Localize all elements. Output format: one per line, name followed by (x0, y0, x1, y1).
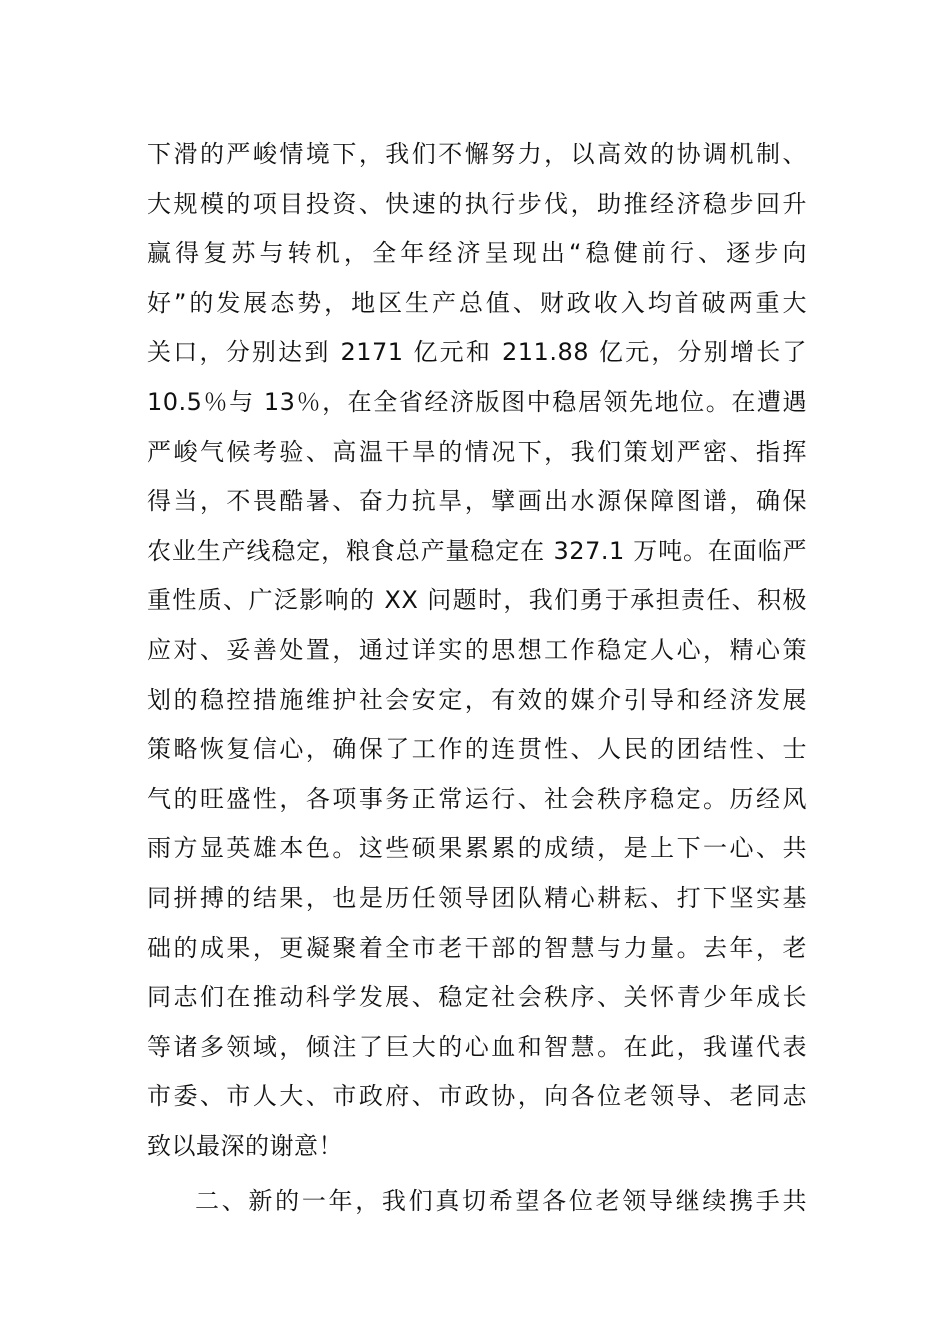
text-line: 二、新的一年，我们真切希望各位老领导继续携手共 (195, 1187, 807, 1216)
text-line: 应对、妥善处置，通过详实的思想工作稳定人心，精心策 (147, 635, 807, 664)
text-line: 赢得复苏与转机，全年经济呈现出“稳健前行、逐步向 (147, 239, 807, 268)
text-line: 市委、市人大、市政府、市政协，向各位老领导、老同志 (147, 1082, 807, 1111)
text-line: 同志们在推动科学发展、稳定社会秩序、关怀青少年成长 (147, 983, 807, 1012)
text-line: 致以最深的谢意！ (147, 1131, 343, 1160)
paragraph-2 (147, 1177, 807, 1227)
text-line: 好”的发展态势，地区生产总值、财政收入均首破两重大 (147, 288, 807, 317)
text-line: 策略恢复信心，确保了工作的连贯性、人民的团结性、士 (147, 735, 807, 764)
text-line: 础的成果，更凝聚着全市老干部的智慧与力量。去年，老 (147, 933, 807, 962)
paragraph-1 (147, 130, 807, 1171)
text-line: 严峻气候考验、高温干旱的情况下，我们策划严密、指挥 (147, 437, 807, 466)
text-line: 气的旺盛性，各项事务正常运行、社会秩序稳定。历经风 (147, 784, 807, 813)
text-line: 划的稳控措施维护社会安定，有效的媒介引导和经济发展 (147, 685, 807, 714)
text-line: 关口，分别达到 2171 亿元和 211.88 亿元，分别增长了 (147, 338, 807, 367)
text-line: 10.5％与 13％，在全省经济版图中稳居领先地位。在遭遇 (147, 387, 807, 416)
text-line: 下滑的严峻情境下，我们不懈努力，以高效的协调机制、 (147, 140, 807, 168)
body-text (147, 130, 807, 1227)
text-line: 同拼搏的结果，也是历任领导团队精心耕耘、打下坚实基 (147, 883, 807, 912)
text-line: 农业生产线稳定，粮食总产量稳定在 327.1 万吨。在面临严 (147, 536, 807, 565)
text-line: 雨方显英雄本色。这些硕果累累的成绩，是上下一心、共 (147, 834, 807, 863)
text-line: 等诸多领域，倾注了巨大的心血和智慧。在此，我谨代表 (147, 1032, 807, 1061)
text-line: 得当，不畏酷暑、奋力抗旱，擘画出水源保障图谱，确保 (147, 487, 807, 516)
text-line: 大规模的项目投资、快速的执行步伐，助推经济稳步回升 (147, 189, 807, 218)
text-line: 重性质、广泛影响的 XX 问题时，我们勇于承担责任、积极 (147, 586, 807, 615)
